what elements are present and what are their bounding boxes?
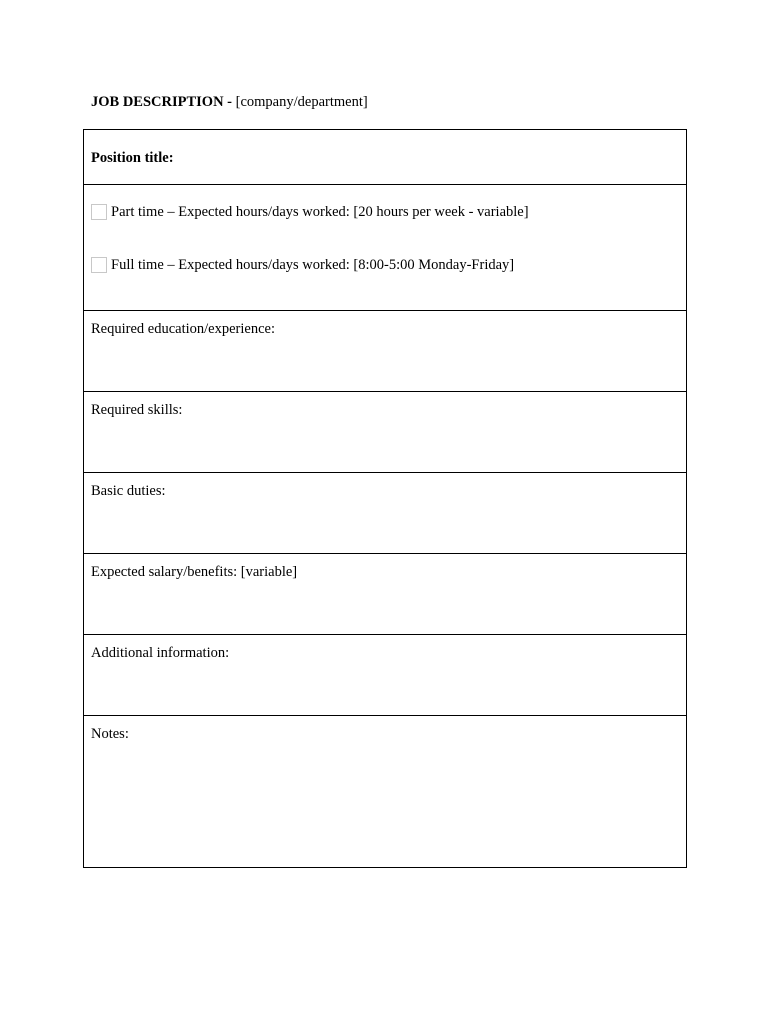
skills-label: Required skills: <box>91 402 183 418</box>
skills-row <box>84 392 686 473</box>
full-time-option[interactable] <box>91 256 514 274</box>
full-time-label: Full time – Expected hours/days worked: [8:00-5:00 Monday-Friday] <box>111 257 515 273</box>
salary-benefits-row <box>84 554 686 635</box>
additional-information-row <box>84 635 686 716</box>
salary-benefits-label: Expected salary/benefits: [variable] <box>91 564 298 580</box>
full-time-checkbox[interactable] <box>91 257 107 273</box>
position-title-label: Position title: <box>91 150 174 166</box>
page-title <box>91 93 368 111</box>
job-description-form <box>83 129 687 868</box>
additional-information-label: Additional information: <box>91 645 230 661</box>
education-experience-label: Required education/experience: <box>91 321 275 337</box>
position-title-row <box>84 130 686 185</box>
notes-row <box>84 716 686 868</box>
part-time-option[interactable] <box>91 203 529 221</box>
part-time-checkbox[interactable] <box>91 204 107 220</box>
part-time-label: Part time – Expected hours/days worked: [20 hours per week - variable] <box>111 204 529 220</box>
notes-label: Notes: <box>91 726 129 742</box>
duties-label: Basic duties: <box>91 483 166 499</box>
document-subtitle: [company/department] <box>235 94 368 110</box>
education-experience-row <box>84 311 686 392</box>
document-title: JOB DESCRIPTION - <box>91 94 232 110</box>
hours-row <box>84 185 686 311</box>
duties-row <box>84 473 686 554</box>
